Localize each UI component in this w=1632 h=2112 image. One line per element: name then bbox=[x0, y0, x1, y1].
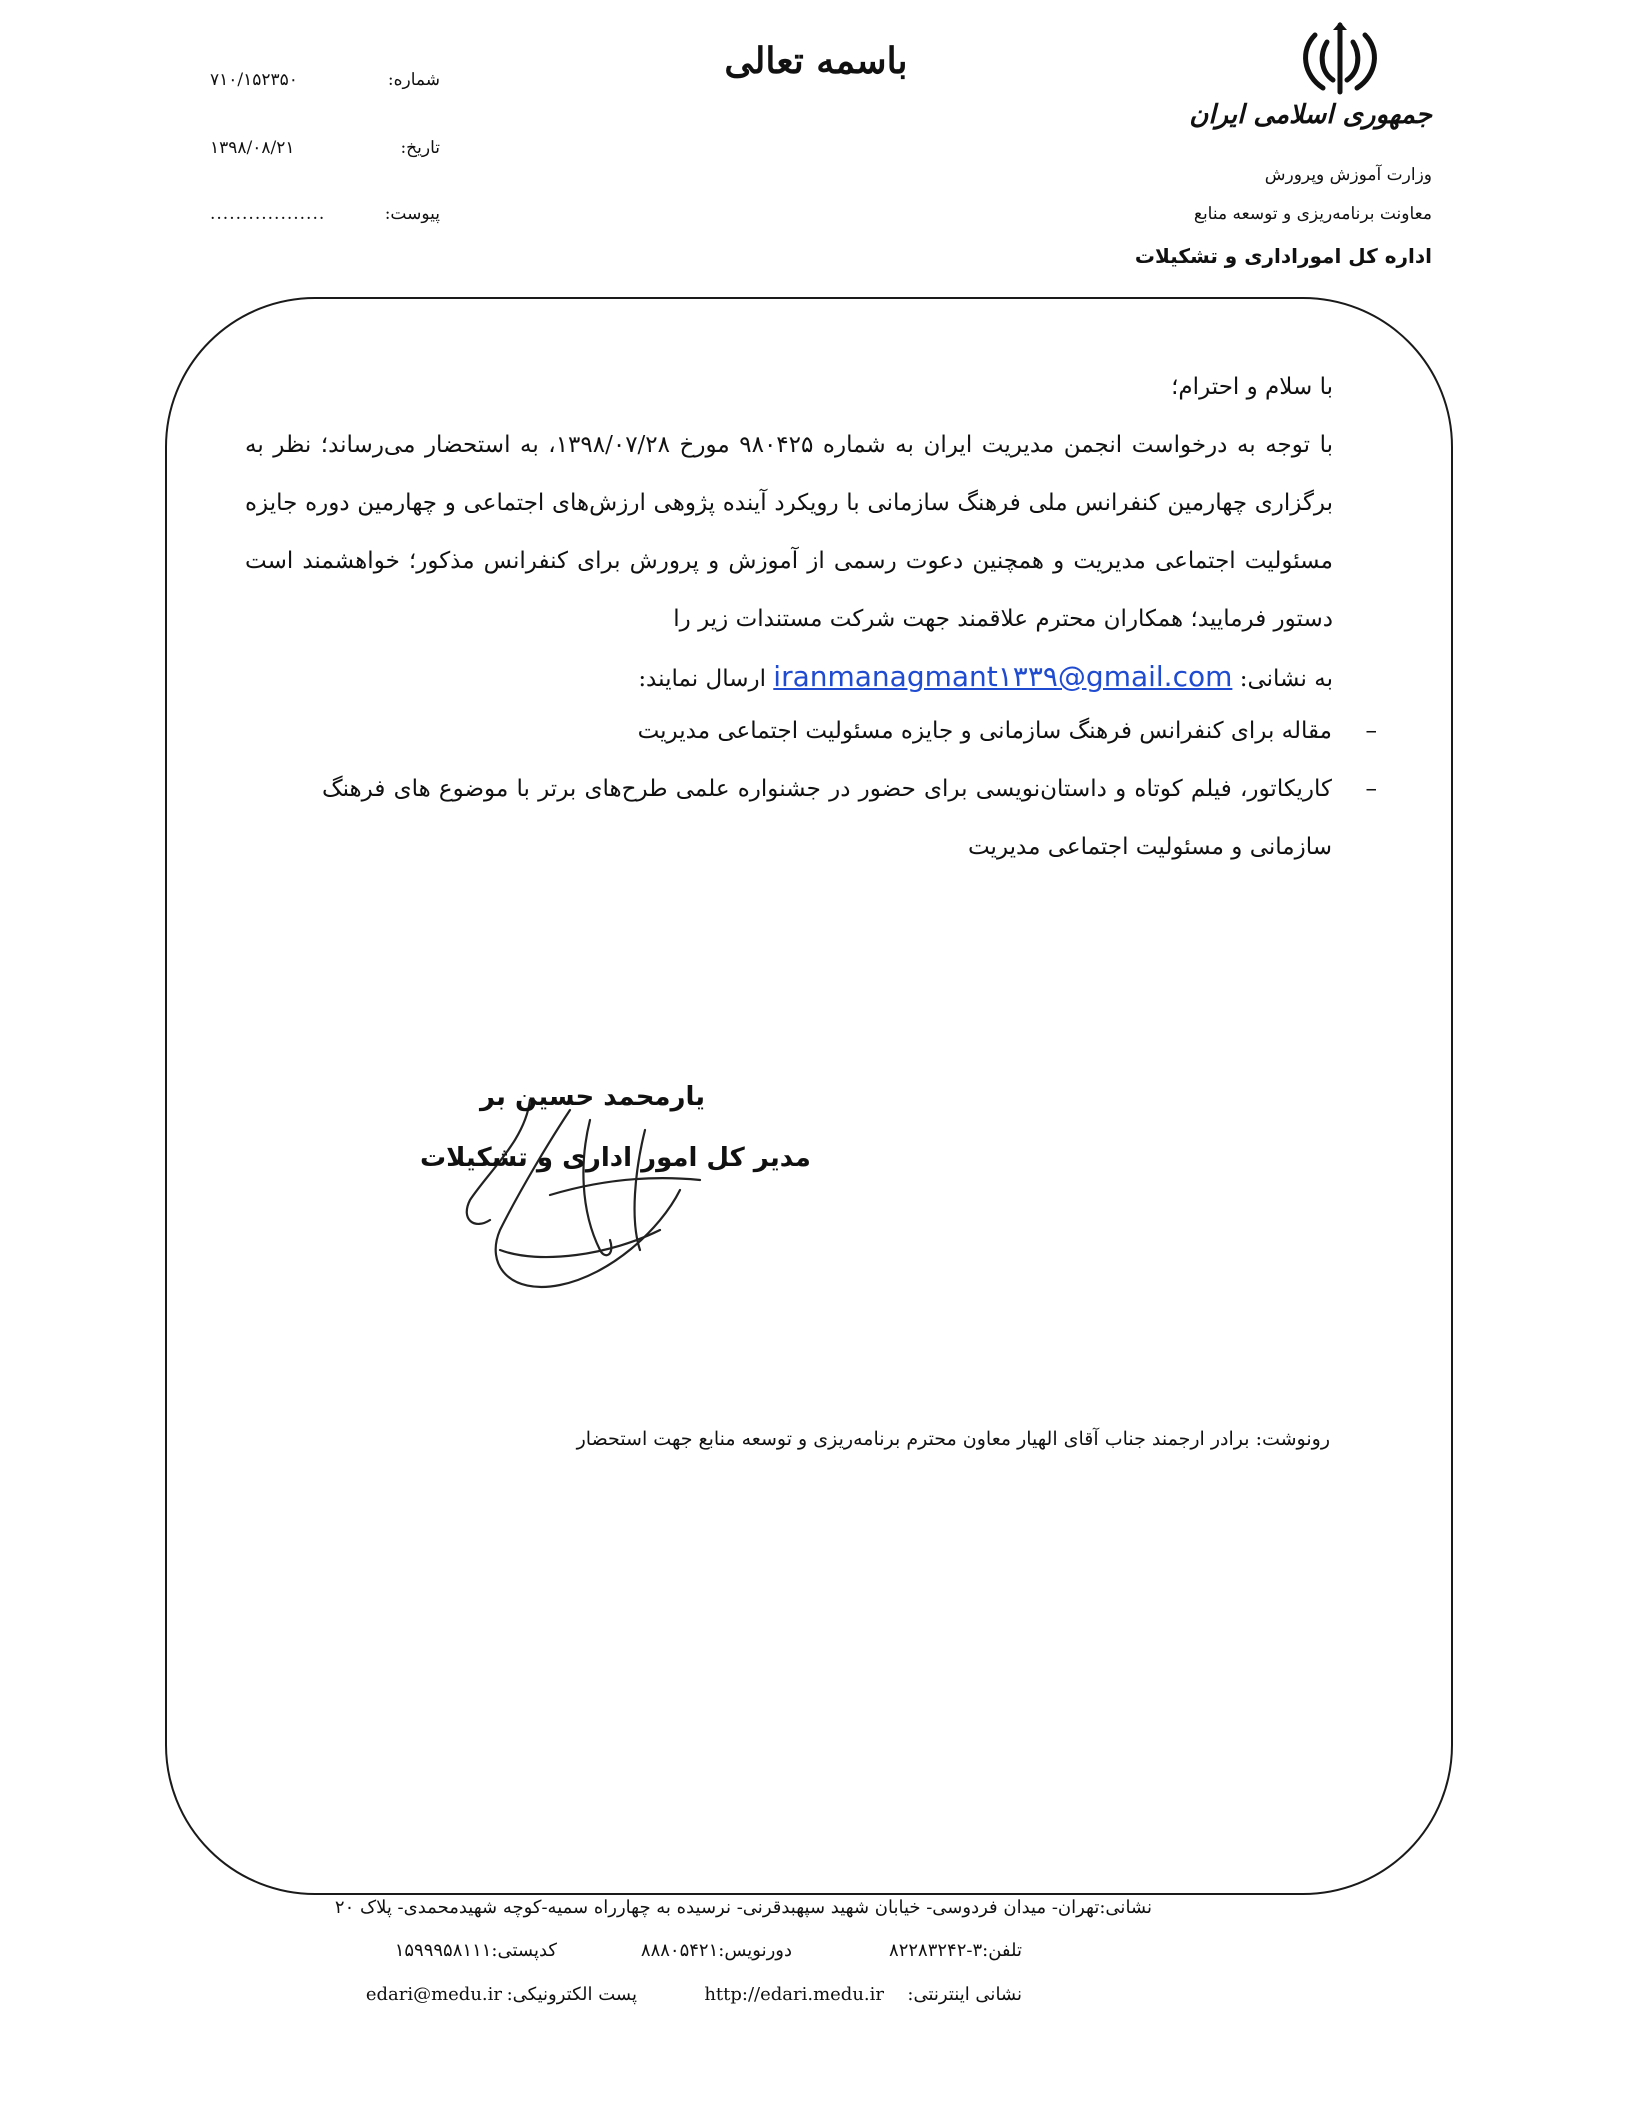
email-prefix: به نشانی: bbox=[1239, 666, 1333, 692]
government-name: جمهوری اسلامی ایران bbox=[1189, 100, 1432, 130]
footer-web-link[interactable]: http://edari.medu.ir bbox=[704, 1984, 884, 2005]
attachment-row bbox=[210, 204, 440, 228]
bullet-text: کاریکاتور، فیلم کوتاه و داستان‌نویسی برای حضور در جشنواره علمی طرح‌های برتر با موضوع های فرهنگ سازمانی و مسئولیت اجتماعی مدیریت bbox=[322, 776, 1332, 860]
footer-email-link[interactable]: edari@medu.ir bbox=[365, 1984, 502, 2005]
email-link[interactable]: iranmanagmant۱۳۳۹@gmail.com bbox=[773, 660, 1233, 693]
handwritten-signature bbox=[430, 1080, 750, 1320]
list-item bbox=[322, 760, 1377, 876]
number-value: ۷۱۰/۱۵۲۳۵۰ bbox=[210, 70, 298, 90]
footer-email-label: پست الکترونیکی: bbox=[506, 1984, 637, 2005]
bullet-marker: – bbox=[1365, 718, 1377, 744]
carbon-copy-note: رونوشت: برادر ارجمند جناب آقای الهیار معاون محترم برنامه‌ریزی و توسعه منابع جهت استحضار bbox=[576, 1428, 1330, 1450]
footer-phone: تلفن:۳-۸۲۲۸۳۲۴۲ bbox=[889, 1940, 1022, 1961]
number-label: شماره: bbox=[387, 70, 440, 90]
date-value: ۱۳۹۸/۰۸/۲۱ bbox=[210, 138, 295, 158]
footer-address: نشانی:تهران- میدان فردوسی- خیابان شهید سپهبدقرنی- نرسیده به چهارراه سمیه-کوچه شهیدمحمدی- پلاک ۲۰ bbox=[334, 1897, 1152, 1918]
footer-web-label: نشانی اینترنتی: bbox=[907, 1984, 1022, 2005]
email-line bbox=[245, 648, 1333, 708]
salutation: با سلام و احترام؛ bbox=[1171, 374, 1333, 400]
date-label: تاریخ: bbox=[400, 138, 440, 158]
letter-body bbox=[245, 358, 1333, 708]
letter-number-row bbox=[210, 70, 440, 94]
bismillah-heading: باسمه تعالی bbox=[724, 40, 908, 82]
attachment-label: پیوست: bbox=[384, 204, 440, 224]
bullet-marker: – bbox=[1365, 776, 1377, 802]
ministry-name: وزارت آموزش وپرورش bbox=[1264, 165, 1432, 185]
signer-name: یارمحمد حسین بر bbox=[480, 1082, 706, 1112]
signer-title: مدیر کل امور اداری و تشکیلات bbox=[420, 1143, 811, 1173]
letter-paragraph: با توجه به درخواست انجمن مدیریت ایران به شماره ۹۸۰۴۲۵ مورخ ۱۳۹۸/۰۷/۲۸، به استحضار می‌رساند؛ نظر به برگزاری چهارمین کنفرانس ملی فرهنگ سازمانی با رویکرد آینده پژوهی ارزش‌های اجتماعی و چهارمین دوره جایزه مسئولیت اجتماعی مدیریت و همچنین دعوت رسمی از آموزش و پرورش برای کنفرانس مذکور؛ خواهشمند است دستور فرمایید؛ همکاران محترم علاقمند جهت شرکت مستندات زیر را bbox=[245, 432, 1333, 632]
department-name: اداره کل اموراداری و تشکیلات bbox=[1134, 244, 1432, 268]
list-item bbox=[322, 702, 1377, 760]
attachment-value: .................. bbox=[210, 204, 326, 224]
iran-emblem-icon bbox=[1295, 20, 1385, 100]
deputy-name: معاونت برنامه‌ریزی و توسعه منابع bbox=[1193, 204, 1432, 224]
bullet-text: مقاله برای کنفرانس فرهنگ سازمانی و جایزه مسئولیت اجتماعی مدیریت bbox=[637, 718, 1332, 744]
footer-postal-code: کدپستی:۱۵۹۹۹۵۸۱۱۱ bbox=[394, 1940, 557, 1961]
letter-date-row bbox=[210, 138, 440, 162]
footer-fax: دورنویس:۸۸۸۰۵۴۲۱ bbox=[640, 1940, 792, 1961]
email-suffix: ارسال نمایند: bbox=[638, 666, 766, 692]
